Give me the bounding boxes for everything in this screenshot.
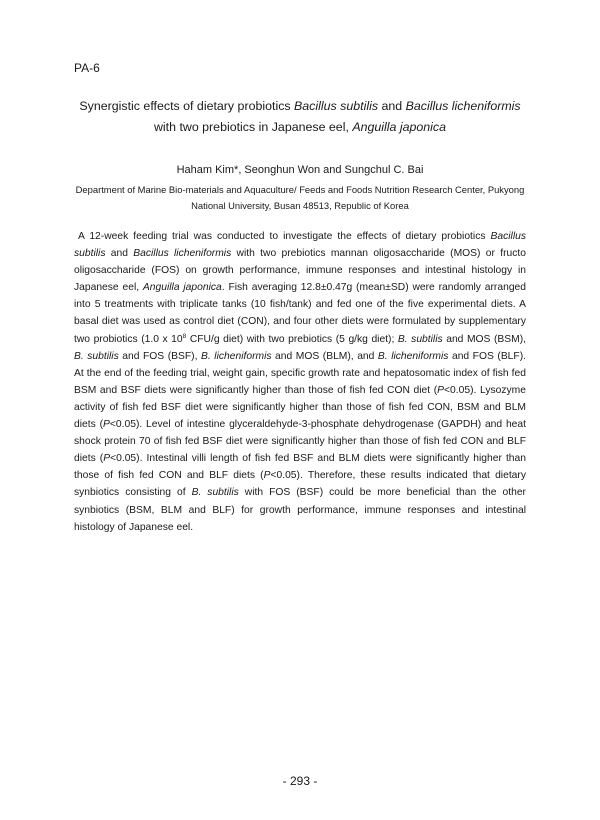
title-species-name: Bacillus licheniformis [405, 99, 521, 113]
species-name: B. subtilis [397, 333, 443, 345]
affiliation-line: National University, Busan 48513, Republic of Korea [191, 200, 409, 211]
abstract-text: <0.05). Intestinal villi length of fish fed BSF and BLM diets were significantly higher than those of fish fed CON and BLF diets ( [74, 453, 526, 482]
species-name: B. subtilis [74, 350, 119, 362]
abstract-text: with two prebiotics mannan oligosaccharide (MOS) or fructo oligosaccharide (FOS) on growth performance, immune responses and intestinal histology in Japanese eel, [74, 248, 526, 294]
abstract-text: and MOS (BSM), [442, 333, 526, 345]
p-value-symbol: P [103, 453, 111, 465]
abstract-text: and MOS (BLM), and [271, 350, 378, 362]
affiliation [60, 182, 540, 214]
species-name: B. subtilis [191, 487, 239, 499]
paper-title [60, 96, 540, 138]
abstract-text: <0.05). Therefore, these results indicated that dietary synbiotics consisting of [74, 470, 526, 499]
title-part: with two prebiotics in Japanese eel, [153, 120, 353, 134]
abstract-text: . Fish averaging 12.8±0.47g (mean±SD) were randomly arranged into 5 treatments with triplicate tanks (10 fish/tank) and fed one of the five experimental diets. A basal diet was used as control diet (CON), and four other diets were formulated by supplementary two probiotics (1.0 x 10 [74, 282, 526, 345]
title-species-name: Anguilla japonica [352, 120, 447, 134]
p-value-symbol: P [437, 384, 445, 396]
title-species-name: Bacillus subtilis [294, 99, 379, 113]
title-part: and [378, 99, 406, 113]
species-name: Bacillus licheniformis [133, 248, 232, 260]
species-name: Anguilla japonica [142, 282, 222, 294]
abstract-text: with FOS (BSF) could be more beneficial than the other synbiotics (BSM, BLM and BLF) for growth performance, immune responses and intestinal histology of Japanese eel. [74, 487, 526, 533]
affiliation-line: Department of Marine Bio-materials and Aquaculture/ Feeds and Foods Nutrition Research Center, Pukyong [75, 184, 525, 195]
title-part: Synergistic effects of dietary probiotics [79, 99, 295, 113]
p-value-symbol: P [263, 470, 271, 482]
abstract-text: <0.05). Lysozyme activity of fish fed BSF diet were significantly higher than those of fish fed CON, BSM and BLM diets ( [74, 384, 526, 431]
page-number: - 293 - [282, 774, 318, 788]
abstract-text: A 12-week feeding trial was conducted to investigate the effects of dietary probiotics [78, 231, 491, 242]
species-name: B. licheniformis [377, 350, 449, 362]
exponent: 8 [182, 332, 187, 340]
abstract-code: PA-6 [74, 61, 100, 75]
abstract-body [74, 228, 526, 536]
species-name: Bacillus subtilis [74, 231, 526, 260]
species-name: B. licheniformis [201, 350, 272, 362]
abstract-text: and [105, 248, 134, 260]
author-list: Haham Kim*, Seonghun Won and Sungchul C. Bai [176, 164, 424, 176]
abstract-text: and FOS (BSF), [118, 350, 202, 362]
abstract-text: and FOS (BLF). At the end of the feeding trial, weight gain, specific growth rate and hepatosomatic index of fish fed BSM and BSF diets were significantly higher than those of fish fed CON diet ( [74, 350, 526, 396]
abstract-text: <0.05). Level of intestine glyceraldehyde-3-phosphate dehydrogenase (GAPDH) and heat shock protein 70 of fish fed BSF diet were significantly higher than those of fish fed CON and BLF diets ( [74, 419, 527, 465]
p-value-symbol: P [103, 419, 110, 431]
abstract-text: CFU/g diet) with two prebiotics (5 g/kg diet); [186, 333, 398, 345]
